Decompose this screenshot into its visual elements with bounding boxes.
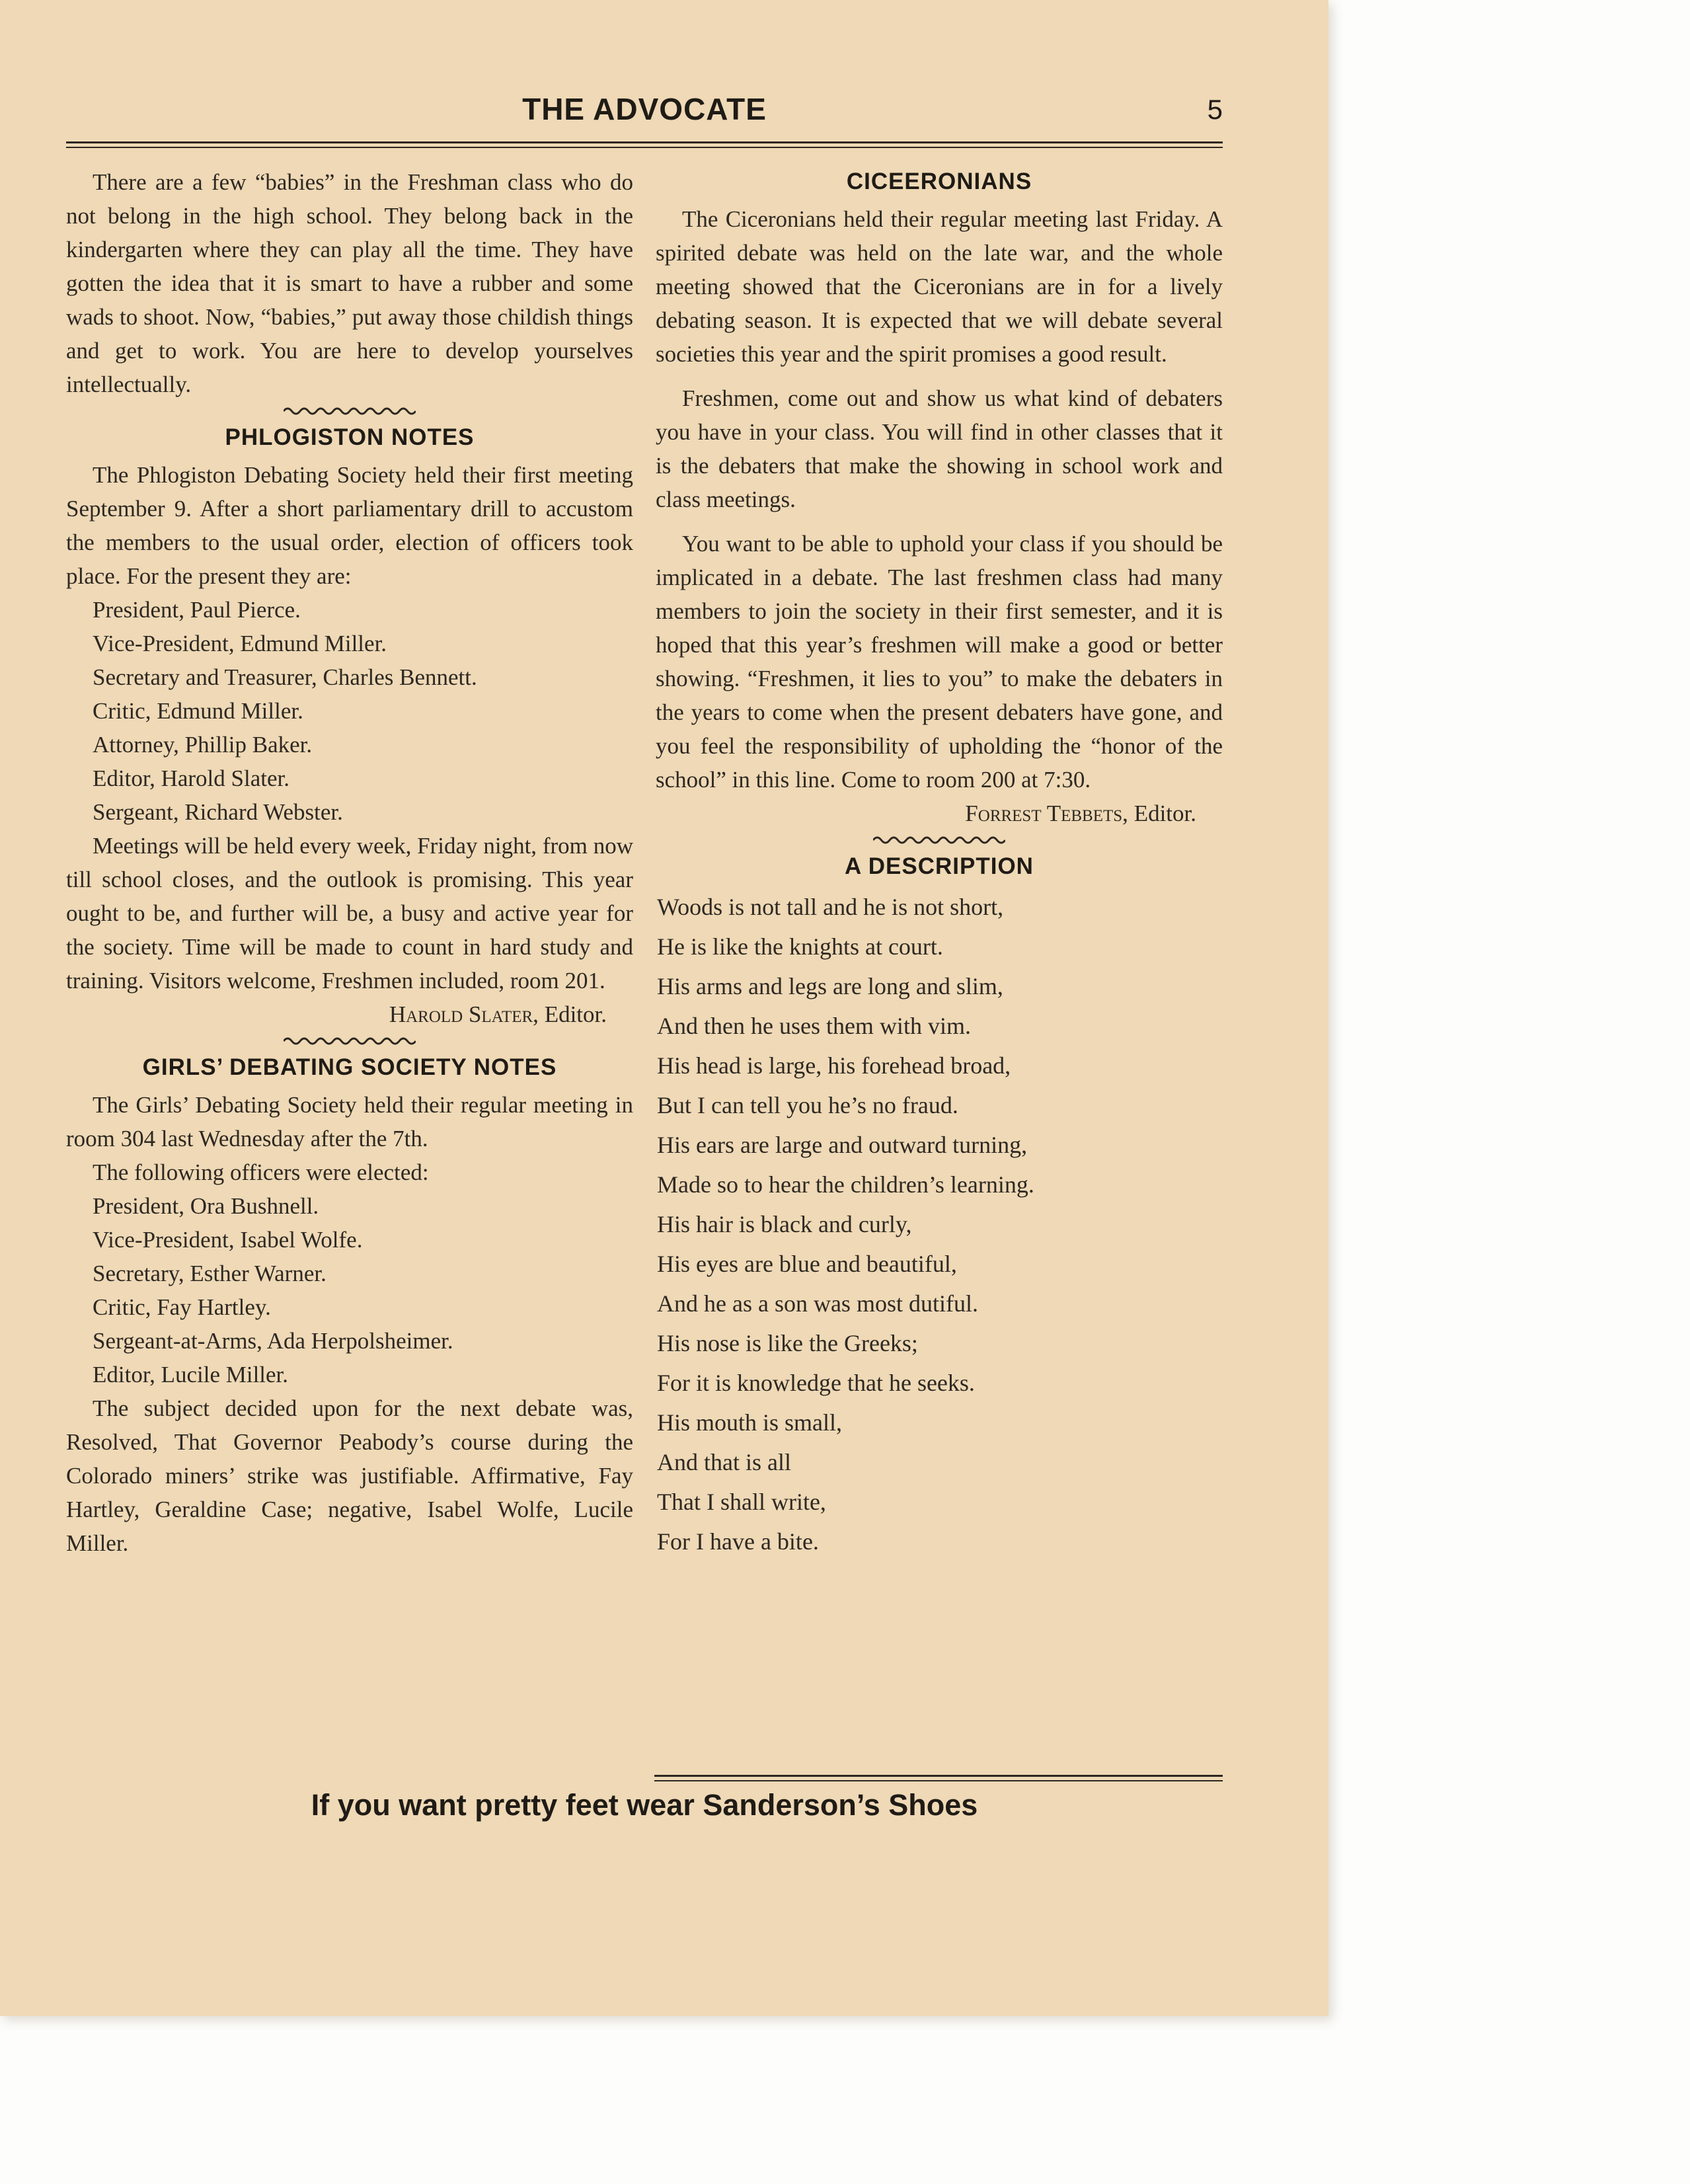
poem-line: His arms and legs are long and slim, (657, 973, 1003, 999)
squiggle-divider (873, 834, 1005, 846)
phlogiston-heading: PHLOGISTON NOTES (225, 424, 475, 450)
signature-title: Editor. (544, 1001, 607, 1027)
girls-officers-list (66, 1189, 633, 1391)
officer-line: Sergeant, Richard Webster. (93, 799, 343, 825)
squiggle-divider (284, 405, 416, 417)
girls-debating-heading: GIRLS’ DEBATING SOCIETY NOTES (142, 1054, 557, 1080)
right-column (656, 165, 1223, 1561)
girls-paragraph-1: The Girls’ Debating Society held their regular meeting in room 304 last Wednesday after the 7th. (66, 1092, 633, 1151)
officer-line: Editor, Lucile Miller. (93, 1362, 289, 1387)
poem-line: And he as a son was most dutiful. (657, 1290, 978, 1317)
phlogiston-paragraph-2: Meetings will be held every week, Friday night, from now till school closes, and the outlook is promising. This year ought to be, and further will be, a busy and active year for the society. Time will be made to count in hard study and training. Visitors welcome, Freshmen included, room 201. (66, 833, 633, 994)
poem-line: Woods is not tall and he is not short, (657, 894, 1004, 920)
poem-line: Made so to hear the children’s learning. (657, 1171, 1034, 1198)
poem-line: His hair is black and curly, (657, 1211, 912, 1237)
ciceronians-paragraph-3: You want to be able to uphold your class if you should be implicated in a debate. The last freshmen class had many members to join the society in their first semester, and it is hoped that this year’s freshmen will make a good or better showing. “Freshmen, it lies to you” to make the debaters in the years to come when the present debaters have gone, and you feel the responsibility of upholding the “honor of the school” in this line. Come to room 200 at 7:30. (656, 531, 1223, 793)
officer-line: Editor, Harold Slater. (93, 765, 289, 791)
page-number: 5 (1207, 94, 1223, 125)
description-poem (656, 887, 1223, 1561)
poem-line: That I shall write, (657, 1489, 826, 1515)
poem-line: He is like the knights at court. (657, 933, 943, 960)
officer-line: Secretary, Esther Warner. (93, 1261, 326, 1286)
officer-line: Sergeant-at-Arms, Ada Herpolsheimer. (93, 1328, 453, 1354)
poem-line: His eyes are blue and beautiful, (657, 1251, 957, 1277)
phlogiston-signature (66, 997, 633, 1031)
poem-line: For it is knowledge that he seeks. (657, 1370, 975, 1396)
phlogiston-paragraph-1: The Phlogiston Debating Society held their first meeting September 9. After a short parliamentary drill to accustom the members to the usual order, election of officers took place. For the present they are: (66, 462, 633, 589)
poem-line: His mouth is small, (657, 1409, 843, 1436)
officer-line: Critic, Fay Hartley. (93, 1294, 271, 1320)
poem-line: But I can tell you he’s no fraud. (657, 1092, 958, 1118)
ciceronians-paragraph-2: Freshmen, come out and show us what kind of debaters you have in your class. You will find in other classes that it is the debaters that make the showing in school work and class meetings. (656, 385, 1223, 512)
officer-line: President, Ora Bushnell. (93, 1193, 319, 1219)
description-heading: A DESCRIPTION (845, 853, 1034, 879)
girls-paragraph-3: The subject decided upon for the next debate was, Resolved, That Governor Peabody’s course during the Colorado miners’ strike was justifiable. Affirmative, Fay Hartley, Geraldine Case; negative, Isabel Wolfe, Lucile Miller. (66, 1395, 633, 1556)
officer-line: Critic, Edmund Miller. (93, 698, 303, 724)
page-header (66, 91, 1223, 137)
poem-line: And that is all (657, 1449, 791, 1475)
header-rule (66, 141, 1223, 143)
ciceronians-signature (656, 797, 1223, 830)
poem-line: For I have a bite. (657, 1528, 819, 1555)
officer-line: Attorney, Phillip Baker. (93, 732, 313, 758)
poem-line: His nose is like the Greeks; (657, 1330, 918, 1356)
freshman-babies-paragraph: There are a few “babies” in the Freshman class who do not belong in the high school. They belong back in the kindergarten where they can play all the time. They have gotten the idea that it is smart to have a rubber and some wads to shoot. Now, “babies,” put away those childish things and get to work. You are here to develop yourselves intellectually. (66, 169, 633, 397)
ciceronians-heading: CICEERONIANS (846, 169, 1032, 194)
sanderson-shoes-ad: If you want pretty feet wear Sanderson’s Shoes (311, 1788, 978, 1822)
poem-line: His ears are large and outward turning, (657, 1132, 1028, 1158)
signature-title: Editor. (1133, 800, 1196, 826)
masthead-title: THE ADVOCATE (522, 92, 767, 126)
footer-rule-lower (654, 1780, 1223, 1781)
officer-line: Secretary and Treasurer, Charles Bennett. (93, 664, 477, 690)
header-rule-lower (66, 147, 1223, 148)
poem-line: His head is large, his forehead broad, (657, 1052, 1011, 1079)
girls-paragraph-2: The following officers were elected: (93, 1159, 429, 1185)
officer-line: President, Paul Pierce. (93, 597, 301, 623)
poem-line: And then he uses them with vim. (657, 1013, 971, 1039)
signature-name: Harold Slater, (389, 1001, 539, 1027)
signature-name: Forrest Tebbets, (965, 800, 1128, 826)
ciceronians-paragraph-1: The Ciceronians held their regular meeting last Friday. A spirited debate was held on the late war, and the whole meeting showed that the Ciceronians are in for a lively debating season. It is expected that we will debate several societies this year and the spirit promises a good result. (656, 206, 1223, 367)
left-column (66, 165, 633, 1560)
phlogiston-officers-list (66, 593, 633, 829)
officer-line: Vice-President, Edmund Miller. (93, 631, 387, 656)
footer-rule (654, 1775, 1223, 1777)
squiggle-divider (284, 1035, 416, 1047)
officer-line: Vice-President, Isabel Wolfe. (93, 1227, 363, 1253)
